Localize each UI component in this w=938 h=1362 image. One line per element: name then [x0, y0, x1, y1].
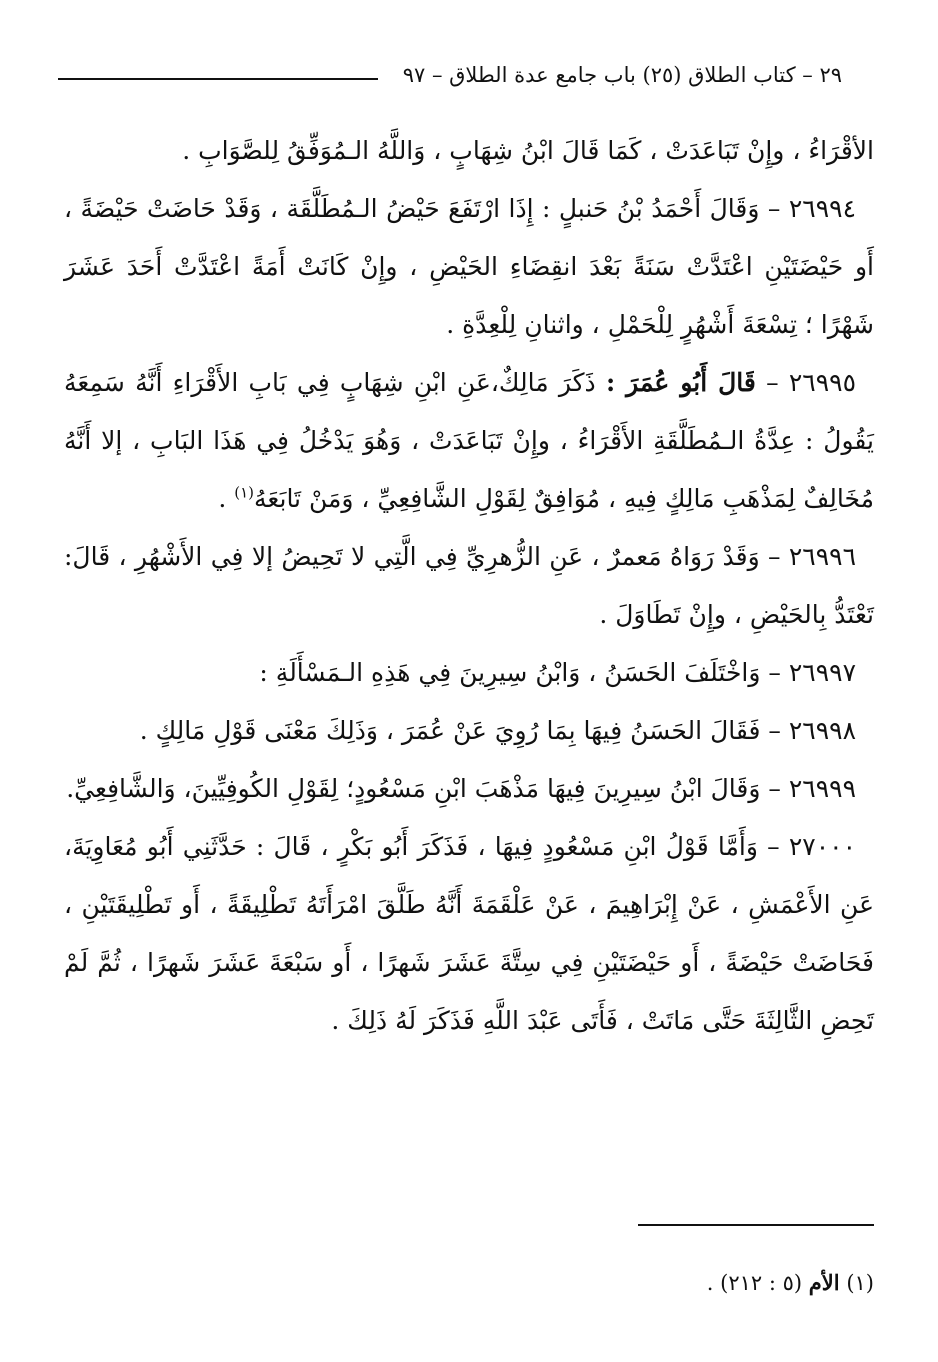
paragraph-dash: – — [760, 716, 781, 745]
paragraph-dash: – — [760, 658, 781, 687]
paragraph-text: وَأَمَّا قَوْلُ ابْنِ مَسْعُودٍ فِيهَا ، فَذَكَرَ أَبُو بَكْرٍ ، قَالَ : حَدَّثَنِي أَبُو مُعَاوِيَةَ، عَنِ الأَعْمَشِ ، عَنْ إِبْرَاهِيمَ ، عَنْ عَلْقَمَةَ أَنَّهُ طَلَّقَ امْرَأَتَهُ تَطْلِيقَةً ، أَو تَطْلِيقَتَيْنِ ، فَحَاضَتْ حَيْضَةً ، أَو حَيْضَتَيْنِ فِي سِتَّةَ عَشَرَ شَهرًا ، أَو سَبْعَةَ عَشَرَ شَهرًا ، ثُمَّ لَمْ تَحِضِ الثَّالِثَةَ حَتَّى مَاتَتْ ، فَأَتَى عَبْدَ اللَّهِ فَذَكَرَ لَهُ ذَلِكَ . — [64, 832, 874, 1035]
header-rule — [58, 78, 378, 80]
paragraph-26998 — [64, 702, 874, 760]
header-title: ٢٩ – كتاب الطلاق (٢٥) باب جامع عدة الطلاق – ٩٧ — [402, 63, 842, 87]
paragraph-number: ٢٦٩٩٨ — [788, 716, 856, 745]
paragraph-speaker: قَالَ أَبُو عُمَرَ : — [605, 368, 756, 397]
paragraph-dash: – — [759, 542, 781, 571]
footnote-source: الأم — [808, 1270, 840, 1295]
paragraph-dash: – — [757, 832, 780, 861]
paragraph-text: وَقَالَ ابْنُ سِيرِينَ فِيهَا مَذْهَبَ ابْنِ مَسْعُودٍ؛ لِقَوْلِ الكُوفِيِّينَ، وَالشَّافِعِيِّ. — [66, 774, 761, 803]
paragraph-number: ٢٦٩٩٤ — [788, 194, 856, 223]
paragraph-continuation — [64, 122, 874, 180]
footnote-marker: (١) — [846, 1271, 874, 1295]
paragraph-text: الأقْرَاءُ ، وإِنْ تَبَاعَدَتْ ، كَمَا قَالَ ابْنُ شِهَابٍ ، وَاللَّهُ الـمُوَفِّقُ لِلصَّوَابِ . — [182, 136, 874, 165]
paragraph-text: وَقَدْ رَوَاهُ مَعمرٌ ، عَنِ الزُّهرِيِّ فِي الَّتِي لا تَحِيضُ إلا فِي الأَشْهُرِ ، قَالَ: تَعْتَدُّ بِالحَيْضِ ، وإِنْ تَطَاوَلَ . — [64, 542, 874, 629]
paragraph-26994 — [64, 180, 874, 354]
paragraph-text: وَاخْتَلَفَ الحَسَنُ ، وَابْنُ سِيرِينَ فِي هَذِهِ الـمَسْأَلَةِ : — [259, 658, 761, 687]
paragraph-number: ٢٦٩٩٩ — [788, 774, 856, 803]
footnote-reference[interactable]: (١) — [234, 483, 255, 502]
paragraph-number: ٢٦٩٩٧ — [788, 658, 856, 687]
paragraph-tail: . — [218, 484, 235, 513]
paragraph-27000 — [64, 818, 874, 1050]
footnote-rule — [638, 1224, 874, 1226]
paragraph-dash: – — [760, 774, 781, 803]
paragraph-number: ٢٦٩٩٦ — [788, 542, 856, 571]
running-header — [58, 58, 842, 98]
paragraph-number: ٢٦٩٩٥ — [788, 368, 857, 397]
paragraph-text: ذَكَرَ مَالِكٌ،عَنِ ابْنِ شِهَابٍ فِي بَابِ الأَقْرَاءِ أَنَّهُ سَمِعَهُ يَقُولُ : عِدَّةُ الـمُطَلَّقَةِ الأَقْرَاءُ ، وإِنْ تَبَاعَدَتْ ، وَهُوَ يَدْخُلُ فِي هَذَا البَابِ ، إلا أَنَّهُ مُخَالِفٌ لِمَذْهَبِ مَالِكٍ فِيهِ ، مُوَافِقٌ لِقَوْلِ الشَّافِعِيِّ ، وَمَنْ تَابَعَهُ — [64, 368, 874, 513]
paragraph-26995 — [64, 354, 874, 528]
footnote — [64, 1266, 874, 1300]
paragraph-dash: – — [759, 194, 781, 223]
paragraph-26996 — [64, 528, 874, 644]
paragraph-number: ٢٧٠٠٠ — [788, 832, 856, 861]
paragraph-text: فَقَالَ الحَسَنُ فِيهَا بِمَا رُوِيَ عَنْ عُمَرَ ، وَذَلِكَ مَعْنَى قَوْلِ مَالِكٍ . — [139, 716, 761, 745]
paragraph-26997 — [64, 644, 874, 702]
paragraph-26999 — [64, 760, 874, 818]
footnote-ref: (٥ : ٢١٢) . — [706, 1271, 803, 1295]
paragraph-dash: – — [755, 368, 779, 397]
paragraph-text: وَقَالَ أَحْمَدُ بْنُ حَنبلٍ : إِذَا ارْتَفَعَ حَيْضُ الـمُطَلَّقَة ، وَقَدْ حَاضَتْ حَيْضَةً ، أَو حَيْضَتَيْنِ اعْتَدَّتْ سَنَةً بَعْدَ انقِضَاءِ الحَيْضِ ، وإِنْ كَانَتْ أَمَةً اعْتَدَّتْ أَحَدَ عَشَرَ شَهْرًا ؛ تِسْعَةَ أَشْهُرٍ لِلْحَمْلِ ، واثنانِ لِلْعِدَّةِ . — [64, 194, 874, 339]
main-text — [64, 122, 874, 1050]
